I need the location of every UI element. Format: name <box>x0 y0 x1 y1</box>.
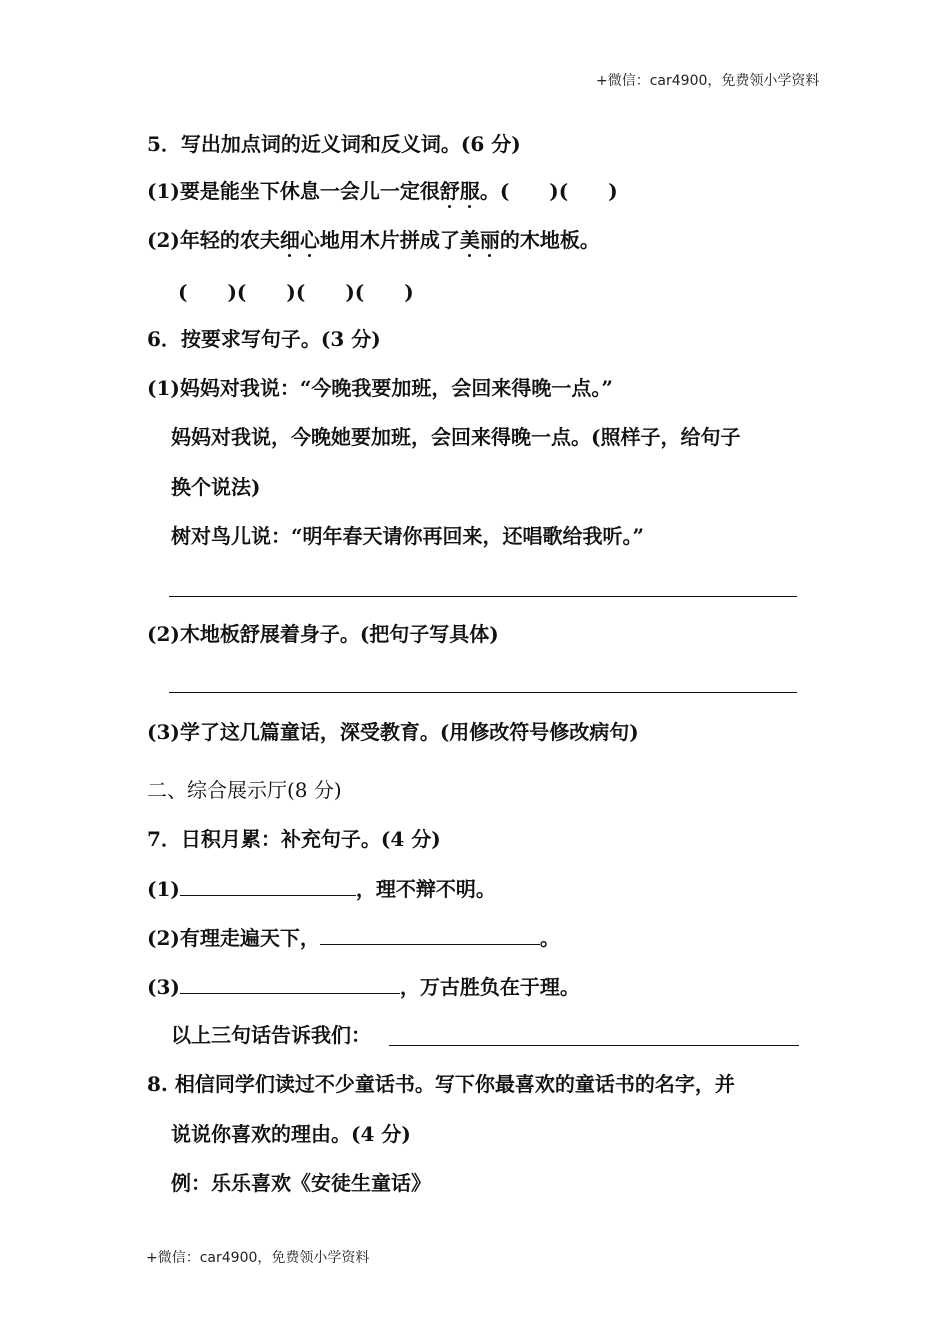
q7-l3-post: ，万古胜负在于理。 <box>399 975 580 999</box>
q8-example: 例：乐乐喜欢《安徒生童话》 <box>171 1171 431 1195</box>
q7-summary <box>171 1022 371 1048</box>
q5-title: 5．写出加点词的近义词和反义词。(6 分) <box>147 132 521 156</box>
watermark-top: +微信：car4900，免费领小学资料 <box>596 73 820 89</box>
q6-example-line-1: 妈妈对我说，今晚她要加班，会回来得晚一点。(照样子，给句子 <box>171 425 741 449</box>
q6-sentence-3: (3)学了这几篇童话，深受教育。(用修改符号修改病句) <box>147 720 639 744</box>
answer-line-2[interactable] <box>169 692 797 693</box>
q7-l3-pre: (3) <box>147 975 180 999</box>
q7-l1-post: ，理不辩不明。 <box>355 877 496 901</box>
q5-s2-text-a: (2)年轻的农夫 <box>147 228 280 252</box>
q8-line-1: 8. 相信同学们读过不少童话书。写下你最喜欢的童话书的名字，并 <box>147 1072 735 1096</box>
q7-summary-line[interactable] <box>389 1045 799 1046</box>
q7-line-2 <box>147 925 560 951</box>
q7-l1-pre: (1) <box>147 877 180 901</box>
q7-blank-3[interactable] <box>180 975 400 994</box>
dotted-char: 丽 <box>479 228 500 252</box>
section-2-heading: 二、综合展示厅(8 分) <box>147 778 342 802</box>
dotted-char: 美 <box>459 228 480 252</box>
q5-sentence-1 <box>147 178 618 204</box>
q5-s1-text: (1)要是能坐下休息一会儿一定很 <box>147 179 440 203</box>
dotted-char: 心 <box>299 228 320 252</box>
q5-s2-text-b: 地用木片拼成了 <box>319 228 460 252</box>
q7-l2-pre: (2)有理走遍天下， <box>147 926 320 950</box>
q5-s2-text-c: 的木地板。 <box>499 228 600 252</box>
q5-sentence-2 <box>147 227 600 253</box>
answer-line-1[interactable] <box>169 596 797 597</box>
q5-answer-blanks[interactable]: ( )( )( )( ) <box>178 280 414 304</box>
q7-line-1 <box>147 876 496 902</box>
dotted-char: 服 <box>459 179 480 203</box>
dotted-char: 细 <box>279 228 300 252</box>
q6-sentence-1: (1)妈妈对我说：“今晚我要加班，会回来得晚一点。” <box>147 376 613 400</box>
q8-line-2: 说说你喜欢的理由。(4 分) <box>171 1122 411 1146</box>
q7-l2-post: 。 <box>539 926 560 950</box>
q6-sentence-2: (2)木地板舒展着身子。(把句子写具体) <box>147 622 499 646</box>
q7-blank-1[interactable] <box>180 877 356 896</box>
q7-summary-text: 以上三句话告诉我们： <box>171 1023 371 1047</box>
q5-s1-blanks: 。( )( ) <box>479 179 618 203</box>
q7-blank-2[interactable] <box>320 926 540 945</box>
dotted-char: 舒 <box>439 179 460 203</box>
q7-line-3 <box>147 974 580 1000</box>
q6-task-sentence: 树对鸟儿说：“明年春天请你再回来，还唱歌给我听。” <box>171 524 645 548</box>
watermark-bottom: +微信：car4900，免费领小学资料 <box>146 1250 370 1266</box>
q6-example-line-2: 换个说法) <box>171 475 261 499</box>
q7-title: 7．日积月累：补充句子。(4 分) <box>147 827 441 851</box>
q6-title: 6．按要求写句子。(3 分) <box>147 327 381 351</box>
